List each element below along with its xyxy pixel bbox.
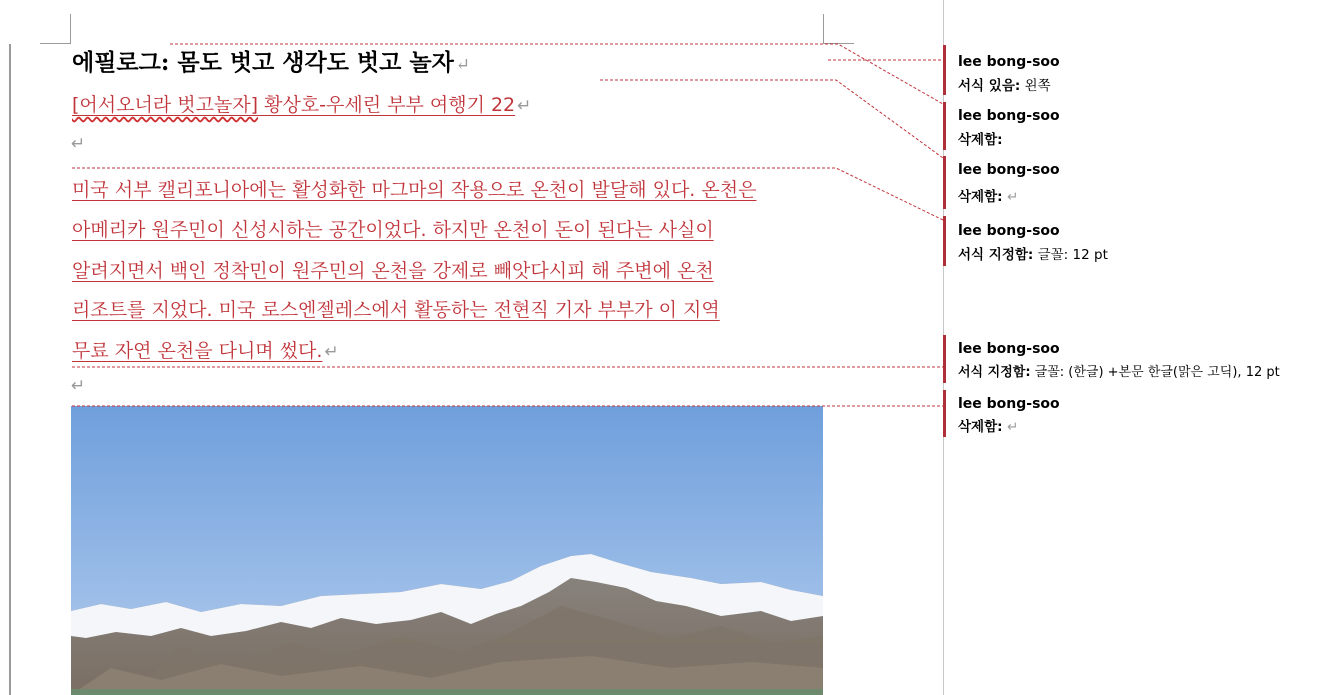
revision-value: ↵: [1002, 419, 1019, 435]
revision-detail: [958, 185, 1018, 205]
revision-author: lee bong-soo: [958, 54, 1060, 70]
revision-balloon-3[interactable]: [943, 156, 1331, 209]
revision-author: lee bong-soo: [958, 223, 1060, 239]
revision-value: ↵: [1002, 189, 1019, 205]
paragraph-mark: ↵: [324, 342, 339, 362]
paragraph-line-1[interactable]: 미국 서부 캘리포니아에는 활성화한 마그마의 작용으로 온천이 발달해 있다. 온천은: [72, 179, 757, 201]
revision-balloon-bar: [943, 45, 946, 95]
revision-author: lee bong-soo: [958, 341, 1060, 357]
revision-balloon-bar: [943, 216, 946, 266]
paragraph-line-4[interactable]: 리조트를 지었다. 미국 로스엔젤레스에서 활동하는 전현직 기자 부부가 이 지역: [72, 299, 720, 321]
title-text: 에필로그: 몸도 벗고 생각도 벗고 놀자: [72, 49, 454, 76]
paragraph-mark: ↵: [455, 55, 471, 75]
revision-balloon-2[interactable]: [943, 102, 1331, 150]
revision-detail: [958, 243, 1108, 263]
subtitle-rest-text: 황상호-우세린 부부 여행기 22: [258, 94, 516, 116]
revision-detail: [958, 74, 1051, 94]
revision-author: lee bong-soo: [958, 396, 1060, 412]
empty-paragraph-mark: ↵: [71, 376, 86, 396]
revision-label: 서식 있음:: [958, 78, 1021, 94]
leader-line-3: [600, 80, 943, 158]
revision-balloon-bar: [943, 156, 946, 209]
paragraph-line-3[interactable]: 알려지면서 백인 정착민이 원주민의 온천을 강제로 빼앗다시피 해 주변에 온천: [72, 260, 714, 282]
revision-balloon-1[interactable]: [943, 45, 1331, 95]
revision-value: 글꼴: 12 pt: [1033, 247, 1108, 263]
revision-detail: [958, 361, 1280, 380]
leader-line-4: [72, 168, 943, 220]
revision-label: 삭제함:: [958, 189, 1003, 205]
revision-detail: [958, 415, 1018, 435]
revision-label: 서식 지정함:: [958, 247, 1034, 263]
revision-balloon-5[interactable]: [943, 335, 1331, 383]
subtitle-bracket-text: [어서오너라 벗고놀자]: [72, 94, 259, 116]
revision-balloon-bar: [943, 335, 946, 383]
revision-label: 서식 지정함:: [958, 365, 1031, 380]
revision-label: 삭제함:: [958, 419, 1003, 435]
empty-paragraph-mark: ↵: [71, 134, 86, 154]
paragraph-line-2[interactable]: 아메리카 원주민이 신성시하는 공간이었다. 하지만 온천이 돈이 된다는 사실이: [72, 219, 714, 241]
revision-detail: [958, 128, 1003, 148]
revision-author: lee bong-soo: [958, 108, 1060, 124]
revision-balloon-bar: [943, 390, 946, 437]
revision-balloon-bar: [943, 102, 946, 150]
revision-author: lee bong-soo: [958, 162, 1060, 178]
paragraph-mark: ↵: [517, 96, 532, 116]
leader-line-2: [170, 44, 943, 104]
revision-balloon-6[interactable]: [943, 390, 1331, 437]
revision-value: 글꼴: (한글) +본문 한글(맑은 고딕), 12 pt: [1030, 365, 1280, 380]
revision-value: 왼쪽: [1020, 78, 1051, 94]
revision-label: 삭제함:: [958, 132, 1003, 148]
revision-balloon-4[interactable]: [943, 216, 1331, 266]
paragraph-line-5-text: 무료 자연 온천을 다니며 썼다.: [72, 340, 323, 362]
